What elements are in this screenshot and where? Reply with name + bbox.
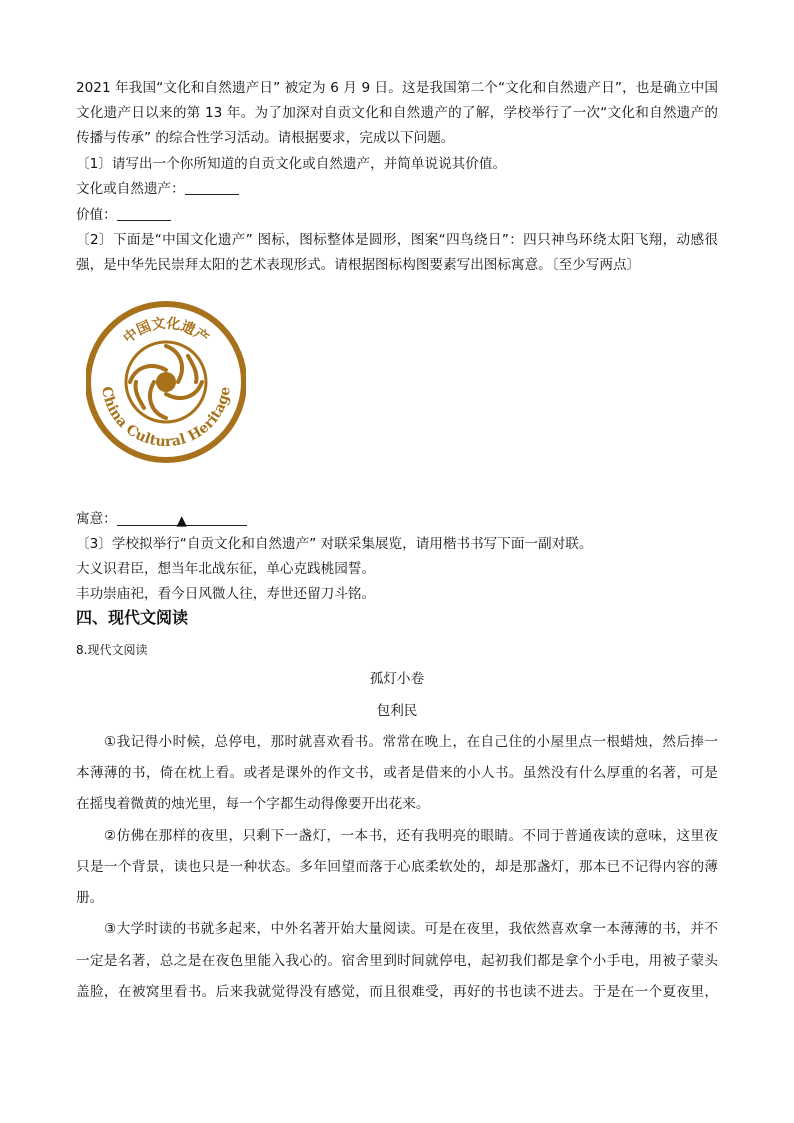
- article-author: 包利民: [376, 703, 418, 719]
- meaning-label: 寓意：: [76, 511, 117, 527]
- article-title: 孤灯小卷: [369, 671, 425, 687]
- emblem-bottom-text: China Cultural Heritage: [98, 385, 234, 451]
- paragraph-1-line-2: 本薄薄的书，倚在枕上看。或者是课外的作文书，或者是借来的小人书。虽然没有什么厚重的名著，可是: [76, 765, 718, 781]
- paragraph-2-line-1: ②仿佛在那样的夜里，只剩下一盏灯，一本书，还有我明亮的眼睛。不同于普通夜读的意味，这里夜: [104, 828, 718, 844]
- paragraph-1-line-1: ①我记得小时候，总停电，那时就喜欢看书。常常在晚上，在自己住的小屋里点一根蜡烛，然后捧一: [104, 734, 718, 750]
- question-1-prompt: 〔1〕请写出一个你所知道的自贡文化或自然遗产，并简单说说其价值。: [76, 156, 507, 172]
- value-answer-row: [76, 206, 718, 224]
- paragraph-3-line-3: 盖脸，在被窝里看书。后来我就觉得没有感觉，而且很难受，再好的书也读不进去。于是在一个夏夜里，: [76, 984, 718, 1000]
- question-2-prompt-line-2: 强，是中华先民崇拜太阳的艺术表现形式。请根据图标构图要素写出图标寓意。〔至少写两点〕: [76, 257, 641, 273]
- china-cultural-heritage-emblem: [86, 290, 246, 490]
- meaning-answer-blank[interactable]: [117, 512, 247, 529]
- paragraph-2-line-2: 只是一个背景，读也只是一种状态。多年回望而落于心底柔软处的，却是那盏灯，那本已不记得内容的薄: [76, 859, 718, 875]
- couplet-line-1: 大义识君臣，想当年北战东征，单心克践桃园誓。: [76, 561, 376, 577]
- heritage-answer-blank[interactable]: [185, 181, 239, 195]
- value-label: 价值：: [76, 207, 117, 223]
- paragraph-2-line-3: 册。: [76, 890, 104, 906]
- paragraph-3-line-1: ③大学时读的书就多起来，中外名著开始大量阅读。可是在夜里，我依然喜欢拿一本薄薄的书，并不: [104, 921, 718, 937]
- emblem-top-text: 中国文化遗产: [120, 315, 212, 347]
- intro-line-1: 2021 年我国“文化和自然遗产日” 被定为 6 月 9 日。这是我国第二个“文化和自然遗产日”，也是确立中国: [76, 80, 718, 96]
- meaning-answer-row: [76, 510, 718, 528]
- heritage-answer-row: [76, 180, 718, 198]
- question-8-label: 8.现代文阅读: [76, 643, 148, 657]
- value-answer-blank[interactable]: [117, 207, 171, 221]
- intro-line-2: 文化遗产日以来的第 13 年。为了加深对自贡文化和自然遗产的了解，学校举行了一次“文化和自然遗产的: [76, 105, 718, 121]
- question-2-prompt-line-1: 〔2〕下面是“中国文化遗产” 图标，图标整体是圆形，图案“四鸟绕日”：四只神鸟环绕太阳飞翔，动感很: [76, 232, 718, 248]
- paragraph-1-line-3: 在摇曳着微黄的烛光里，每一个字都生动得像要开出花来。: [76, 796, 430, 812]
- paragraph-3-line-2: 一定是名著，总之是在夜色里能入我心的。宿舍里到时间就停电，起初我们都是拿个小手电，用被子蒙头: [76, 953, 718, 969]
- couplet-line-2: 丰功崇庙祀，看今日风微人往，寿世还留刀斗铭。: [76, 586, 376, 602]
- answer-triangle-marker: ▲: [176, 513, 188, 529]
- intro-line-3: 传播与传承” 的综合性学习活动。请根据要求，完成以下问题。: [76, 130, 455, 146]
- sun-center-icon: [156, 372, 176, 392]
- section-title: 四、现代文阅读: [76, 608, 189, 627]
- question-3-prompt: 〔3〕学校拟举行“自贡文化和自然遗产” 对联采集展览，请用楷书书写下面一副对联。: [76, 536, 593, 552]
- heritage-label: 文化或自然遗产：: [76, 181, 185, 197]
